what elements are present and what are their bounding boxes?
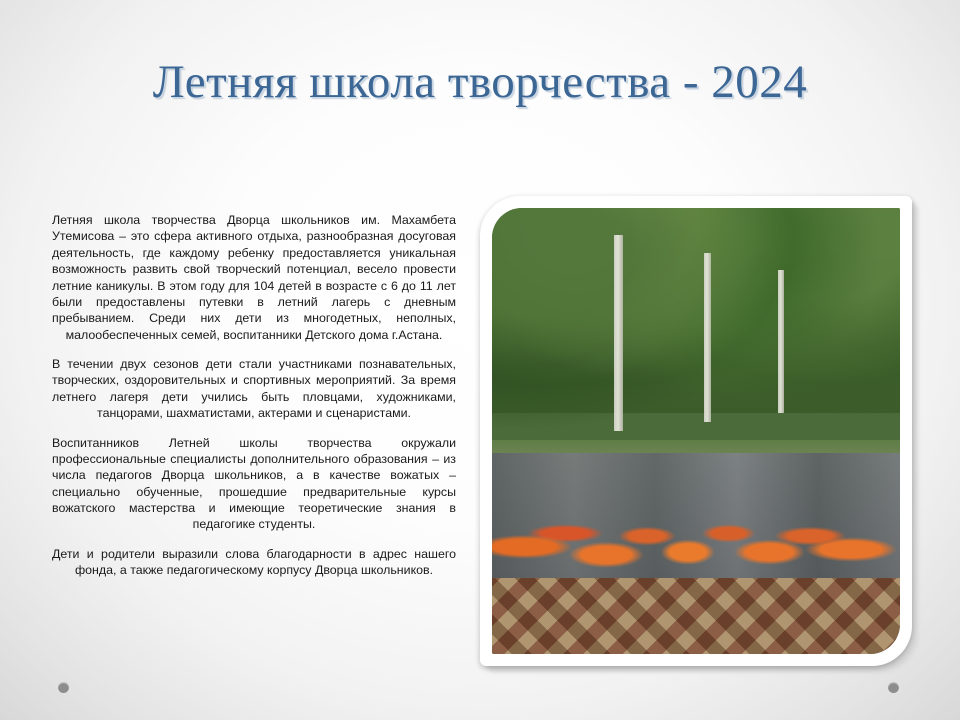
photo-children-group [492,453,900,587]
photo-tree-trunk [614,235,623,431]
decorative-dot-left [58,682,69,693]
group-photo [492,208,900,654]
body-text-column [52,212,456,579]
photo-tree-trunk [704,253,711,422]
paragraph-1: Летняя школа творчества Дворца школьников им. Махамбета Утемисова – это сфера активного отдыха, разнообразная досуговая деятельность, где каждому ребенку предоставляется уникальная возможность развить свой творческий потенциал, весело провести летние каникулы. В этом году для 104 детей в возрасте с 6 до 11 лет были предоставлены путевки в летний лагерь с дневным пребыванием. Среди них дети из многодетных, неполных, малообеспеченных семей, воспитанники Детского дома г.Астана. [52,213,456,342]
paragraph-3: Воспитанников Летней школы творчества окружали профессиональные специалисты дополнительного образования – из числа педагогов Дворца школьников, а в качестве вожатых – специально обученные, прошедшие предварительные курсы вожатского мастерства и имеющие теоретические знания в педагогике студенты. [52,435,456,532]
page-title: Летняя школа творчества - 2024 [152,56,808,108]
photo-tree-trunk [778,270,784,413]
paragraph-4: Дети и родители выразили слова благодарности в адрес нашего фонда, а также педагогическому корпусу Дворца школьников. [52,546,456,578]
decorative-dot-right [888,682,899,693]
photo-pavement [492,578,900,654]
paragraph-2: В течении двух сезонов дети стали участниками познавательных, творческих, оздоровительных и спортивных мероприятий. За время летнего лагеря дети учились быть пловцами, художниками, танцорами, шахматистами, актерами и сценаристами. [52,357,456,421]
photo-frame [480,196,912,666]
